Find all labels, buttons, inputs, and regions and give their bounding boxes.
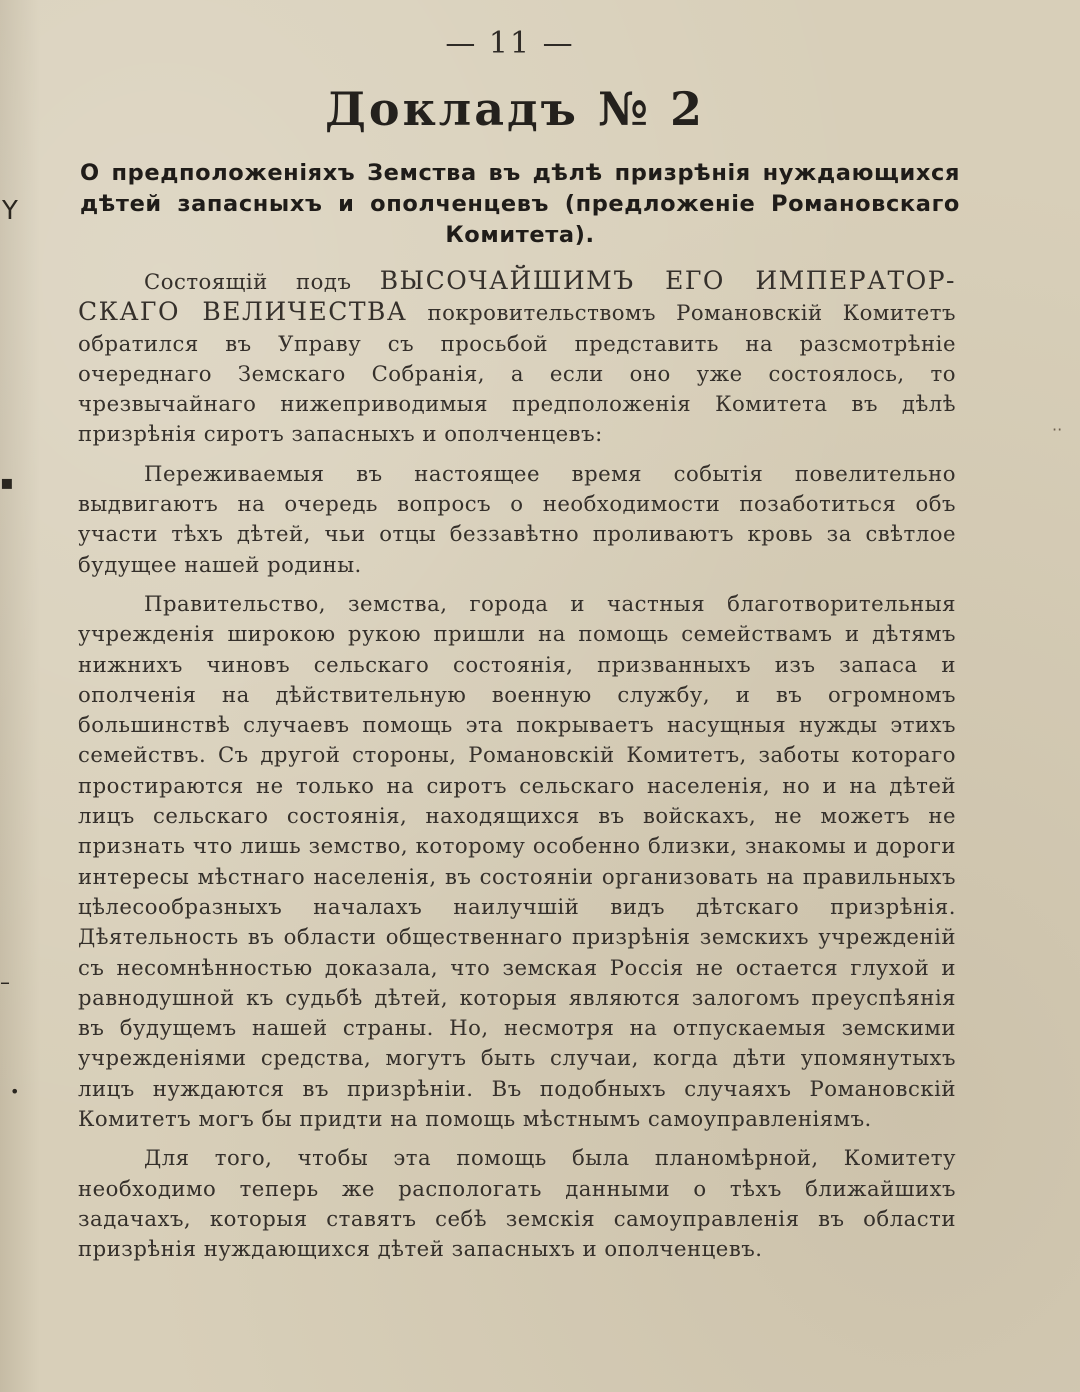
- paragraph-3: Правительство, земства, города и частныя благотворительныя учрежденія широкою рукою пришли на помощь семействамъ и дѣтямъ нижнихъ чиновъ сельскаго состоянія, призванныхъ изъ запаса и ополченія на дѣйствительную военную службу, и въ огромномъ большинствѣ случаевъ помощь эта покрываетъ насущныя нужды этихъ семействъ. Съ другой стороны, Романовскій Комитетъ, заботы котораго простираются не только на сиротъ сельскаго населенія, но и на дѣтей лицъ сельскаго состоянія, находящихся въ войскахъ, не можетъ не признать что лишь земство, которому особенно близки, знакомы и дороги интересы мѣстнаго населенія, въ состояніи организовать на правильныхъ цѣлесообразныхъ началахъ наилучшій видъ дѣтскаго призрѣнія. Дѣятельность въ области общественнаго призрѣнія земскихъ учрежденій съ несомнѣнностью доказала, что земская Россія не остается глухой и равнодушной къ судьбѣ дѣтей, которыя являются залогомъ преуспѣянія въ будущемъ нашей страны. Но, несмотря на отпускаемыя земскими учрежденіями средства, могутъ быть случаи, когда дѣти упомянутыхъ лицъ нуждаются въ призрѣніи. Въ подобныхъ случаяхъ Романовскій Комитетъ могъ бы придти на помощь мѣстнымъ самоуправленіямъ.: [78, 590, 956, 1132]
- paragraph-1: [78, 266, 956, 450]
- page-title: Докладъ № 2: [324, 82, 706, 136]
- report-subtitle: О предположеніяхъ Земства въ дѣлѣ призрѣнія нуждающихся дѣтей запасныхъ и ополченцевъ (предложеніе Романовскаго Комитета).: [80, 160, 960, 248]
- paragraph-1-caps: ВЫСОЧАЙШИМЪ ЕГО ИМПЕРАТОР-СКАГО ВЕЛИЧЕСТВА: [78, 266, 956, 327]
- margin-speck: •: [10, 1082, 20, 1101]
- report-body: [78, 266, 956, 1265]
- margin-speck: ▪: [0, 470, 14, 494]
- margin-speck: –: [0, 970, 10, 994]
- paragraph-1-rest: покровительствомъ Романовскій Комитетъ обратился въ Управу съ просьбой представить на разсмотрѣніе очереднаго Земскаго Собранія, а если оно уже состоялось, то чрезвычайнаго нижеприводимыя предположенія Комитета въ дѣлѣ призрѣнія сиротъ запасныхъ и ополченцевъ:: [78, 300, 956, 447]
- margin-mark: Y: [2, 196, 18, 226]
- paragraph-2: Переживаемыя въ настоящее время событія повелительно выдвигаютъ на очередь вопросъ о необходимости позаботиться объ участи тѣхъ дѣтей, чьи отцы беззавѣтно проливаютъ кровь за свѣтлое будущее нашей родины.: [78, 460, 956, 577]
- margin-speck: ··: [1052, 420, 1063, 439]
- paragraph-4: Для того, чтобы эта помощь была планомѣрной, Комитету необходимо теперь же распологать данными о тѣхъ ближайшихъ задачахъ, которыя ставятъ себѣ земскія самоуправленія въ области призрѣнія нуждающихся дѣтей запасныхъ и ополченцевъ.: [78, 1145, 956, 1262]
- page-number: — 11 —: [445, 26, 575, 61]
- paragraph-1-start: Состоящій подъ: [144, 269, 352, 294]
